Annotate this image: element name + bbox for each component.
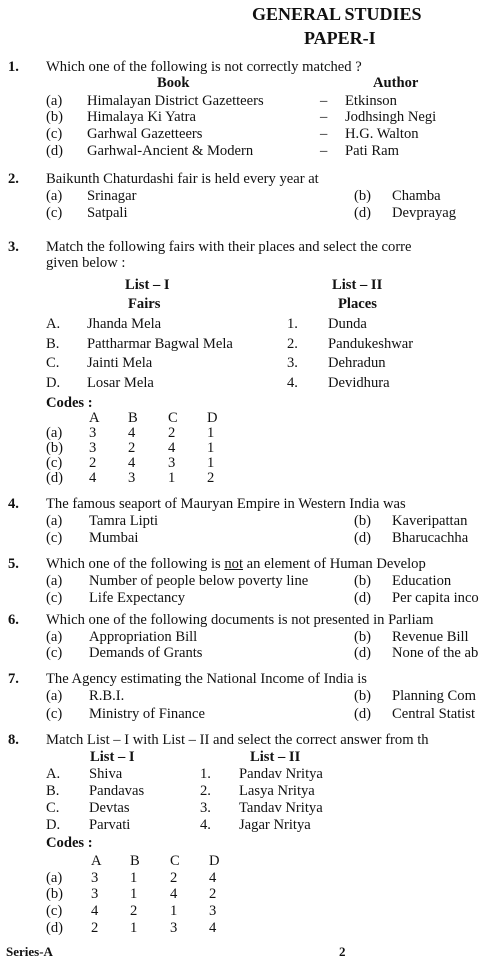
- q3-code-val: 2: [168, 425, 176, 441]
- q5-opt-label: (d): [354, 590, 372, 606]
- q7-option: Planning Com: [392, 688, 476, 704]
- q6-text: Which one of the following documents is not presented in Parliam: [46, 612, 434, 628]
- q5-opt-label: (b): [354, 573, 372, 589]
- q6-opt-label: (b): [354, 629, 372, 645]
- q5-opt-label: (a): [46, 573, 63, 589]
- q3-code-opt: (a): [46, 425, 63, 441]
- q3-text-line2: given below :: [46, 255, 126, 271]
- q3-code-val: 1: [207, 440, 215, 456]
- q3-code-val: 4: [168, 440, 176, 456]
- q7-opt-label: (c): [46, 706, 63, 722]
- q5-opt-label: (c): [46, 590, 63, 606]
- q3-code-val: 1: [168, 470, 176, 486]
- q4-option: Kaveripattan: [392, 513, 468, 529]
- q7-number: 7.: [8, 671, 19, 687]
- q8-left-item: Pandavas: [89, 783, 145, 799]
- q3-code-opt: (b): [46, 440, 64, 456]
- q3-code-val: 4: [89, 470, 97, 486]
- q8-code-opt: (a): [46, 870, 63, 886]
- q5-option: Number of people below poverty line: [89, 573, 309, 589]
- q7-text: The Agency estimating the National Income of India is: [46, 671, 367, 687]
- q3-left-key: B.: [46, 336, 60, 352]
- q3-right-item: Pandukeshwar: [328, 336, 414, 352]
- q8-code-val: 4: [91, 903, 99, 919]
- q1-author: Etkinson: [345, 93, 397, 109]
- q2-number: 2.: [8, 171, 19, 187]
- q3-code-head: D: [207, 410, 218, 426]
- q3-left-item: Losar Mela: [87, 375, 154, 391]
- series-label: Series-A: [6, 944, 53, 959]
- q2-opt-label: (a): [46, 188, 63, 204]
- q8-list1-heading: List – I: [90, 749, 135, 765]
- q1-author: Jodhsingh Negi: [345, 109, 437, 125]
- q8-text: Match List – I with List – II and select the correct answer from th: [46, 732, 429, 748]
- q1-opt-label: (a): [46, 93, 63, 109]
- q5-text: [46, 556, 426, 572]
- q7-option: R.B.I.: [89, 688, 125, 704]
- q2-opt-label: (d): [354, 205, 372, 221]
- q8-right-key: 2.: [200, 783, 211, 799]
- q3-code-val: 1: [207, 455, 215, 471]
- q1-number: 1.: [8, 59, 19, 75]
- q3-list2-subheading: Places: [338, 296, 377, 312]
- q6-number: 6.: [8, 612, 19, 628]
- q1-text: Which one of the following is not correctly matched ?: [46, 59, 362, 75]
- q8-left-item: Shiva: [89, 766, 123, 782]
- q8-code-val: 4: [209, 870, 217, 886]
- q7-opt-label: (b): [354, 688, 372, 704]
- q3-code-val: 2: [207, 470, 215, 486]
- q8-code-head: A: [91, 853, 102, 869]
- q6-opt-label: (d): [354, 645, 372, 661]
- q8-code-val: 3: [91, 870, 99, 886]
- q8-number: 8.: [8, 732, 19, 748]
- q1-dash: –: [320, 93, 328, 109]
- q3-code-head: B: [128, 410, 138, 426]
- q2-text: Baikunth Chaturdashi fair is held every year at: [46, 171, 319, 187]
- q6-option: None of the ab: [392, 645, 479, 661]
- q3-left-item: Jhanda Mela: [87, 316, 162, 332]
- q8-code-val: 3: [209, 903, 217, 919]
- q3-code-val: 1: [207, 425, 215, 441]
- q8-code-val: 4: [209, 920, 217, 936]
- q8-code-opt: (b): [46, 886, 64, 902]
- q1-dash: –: [320, 109, 328, 125]
- q1-author: Pati Ram: [345, 143, 399, 159]
- q7-opt-label: (d): [354, 706, 372, 722]
- q3-right-key: 2.: [287, 336, 298, 352]
- page-number: 2: [339, 944, 346, 959]
- q5-text-post: an element of Human Develop: [243, 556, 426, 572]
- q8-codes-label: Codes :: [46, 835, 93, 851]
- q4-number: 4.: [8, 496, 19, 512]
- q1-dash: –: [320, 143, 328, 159]
- q8-code-val: 3: [170, 920, 178, 936]
- q1-book: Himalayan District Gazetteers: [87, 93, 264, 109]
- q4-opt-label: (b): [354, 513, 372, 529]
- q7-option: Central Statist: [392, 706, 476, 722]
- q6-option: Revenue Bill: [392, 629, 469, 645]
- q3-right-key: 4.: [287, 375, 298, 391]
- q8-right-item: Tandav Nritya: [239, 800, 323, 816]
- q8-code-val: 1: [130, 886, 138, 902]
- q8-right-item: Jagar Nritya: [239, 817, 311, 833]
- q4-opt-label: (a): [46, 513, 63, 529]
- q3-right-item: Devidhura: [328, 375, 390, 391]
- q8-code-head: D: [209, 853, 220, 869]
- q8-code-val: 2: [209, 886, 217, 902]
- page-title: GENERAL STUDIES: [252, 4, 422, 24]
- q3-code-opt: (d): [46, 470, 64, 486]
- q1-book: Himalaya Ki Yatra: [87, 109, 197, 125]
- q3-list1-heading: List – I: [125, 277, 170, 293]
- q3-right-key: 3.: [287, 355, 298, 371]
- q8-code-val: 1: [130, 870, 138, 886]
- q3-list2-heading: List – II: [332, 277, 383, 293]
- q4-option: Mumbai: [89, 530, 139, 546]
- q1-col-author: Author: [373, 75, 419, 91]
- q3-code-val: 3: [89, 440, 97, 456]
- q1-opt-label: (c): [46, 126, 63, 142]
- q3-left-key: A.: [46, 316, 61, 332]
- q3-code-opt: (c): [46, 455, 63, 471]
- q6-option: Demands of Grants: [89, 645, 203, 661]
- q3-code-val: 2: [89, 455, 97, 471]
- q1-author: H.G. Walton: [345, 126, 419, 142]
- q8-code-head: C: [170, 853, 180, 869]
- q3-codes-label: Codes :: [46, 395, 93, 411]
- q8-code-opt: (d): [46, 920, 64, 936]
- q2-option: Devprayag: [392, 205, 457, 221]
- q8-code-val: 2: [170, 870, 178, 886]
- q2-option: Srinagar: [87, 188, 137, 204]
- q3-list1-subheading: Fairs: [128, 296, 161, 312]
- q8-left-key: C.: [46, 800, 60, 816]
- q4-opt-label: (d): [354, 530, 372, 546]
- q3-right-key: 1.: [287, 316, 298, 332]
- q3-code-val: 2: [128, 440, 136, 456]
- q3-text-line1: Match the following fairs with their places and select the corre: [46, 239, 412, 255]
- q1-opt-label: (d): [46, 143, 64, 159]
- q3-right-item: Dehradun: [328, 355, 386, 371]
- q3-code-val: 3: [168, 455, 176, 471]
- q8-right-item: Lasya Nritya: [239, 783, 315, 799]
- q8-code-val: 1: [170, 903, 178, 919]
- q1-col-book: Book: [157, 75, 190, 91]
- q2-option: Satpali: [87, 205, 128, 221]
- q3-code-val: 4: [128, 455, 136, 471]
- q1-book: Garhwal Gazetteers: [87, 126, 203, 142]
- q3-left-key: C.: [46, 355, 60, 371]
- q8-left-key: A.: [46, 766, 61, 782]
- q1-book: Garhwal-Ancient & Modern: [87, 143, 254, 159]
- q8-code-val: 2: [91, 920, 99, 936]
- q8-code-val: 3: [91, 886, 99, 902]
- q5-option: Life Expectancy: [89, 590, 186, 606]
- q2-opt-label: (c): [46, 205, 63, 221]
- q6-opt-label: (a): [46, 629, 63, 645]
- q8-left-key: B.: [46, 783, 60, 799]
- q8-right-key: 1.: [200, 766, 211, 782]
- q8-right-key: 4.: [200, 817, 211, 833]
- q8-right-item: Pandav Nritya: [239, 766, 323, 782]
- q8-left-item: Parvati: [89, 817, 131, 833]
- q1-opt-label: (b): [46, 109, 64, 125]
- q3-number: 3.: [8, 239, 19, 255]
- q3-code-val: 4: [128, 425, 136, 441]
- q7-option: Ministry of Finance: [89, 706, 205, 722]
- q8-list2-heading: List – II: [250, 749, 301, 765]
- q5-text-pre: Which one of the following is: [46, 556, 225, 572]
- q4-text: The famous seaport of Mauryan Empire in Western India was: [46, 496, 406, 512]
- q5-option: Per capita inco: [392, 590, 479, 606]
- q8-code-head: B: [130, 853, 140, 869]
- q8-code-val: 4: [170, 886, 178, 902]
- q5-text-emphasis: not: [224, 556, 243, 572]
- q5-number: 5.: [8, 556, 19, 572]
- q8-code-opt: (c): [46, 903, 63, 919]
- q4-opt-label: (c): [46, 530, 63, 546]
- q3-code-val: 3: [89, 425, 97, 441]
- q6-option: Appropriation Bill: [89, 629, 198, 645]
- q6-opt-label: (c): [46, 645, 63, 661]
- q3-left-key: D.: [46, 375, 61, 391]
- q3-code-head: A: [89, 410, 100, 426]
- q4-option: Tamra Lipti: [89, 513, 159, 529]
- q3-right-item: Dunda: [328, 316, 367, 332]
- q2-option: Chamba: [392, 188, 441, 204]
- q3-code-val: 3: [128, 470, 136, 486]
- q3-code-head: C: [168, 410, 178, 426]
- q5-option: Education: [392, 573, 452, 589]
- q1-dash: –: [320, 126, 328, 142]
- q8-code-val: 2: [130, 903, 138, 919]
- q8-left-item: Devtas: [89, 800, 130, 816]
- q3-left-item: Pattharmar Bagwal Mela: [87, 336, 233, 352]
- q7-opt-label: (a): [46, 688, 63, 704]
- q8-code-val: 1: [130, 920, 138, 936]
- q3-left-item: Jainti Mela: [87, 355, 153, 371]
- q8-left-key: D.: [46, 817, 61, 833]
- paper-title: PAPER-I: [304, 28, 376, 48]
- q2-opt-label: (b): [354, 188, 372, 204]
- q8-right-key: 3.: [200, 800, 211, 816]
- q4-option: Bharucachha: [392, 530, 469, 546]
